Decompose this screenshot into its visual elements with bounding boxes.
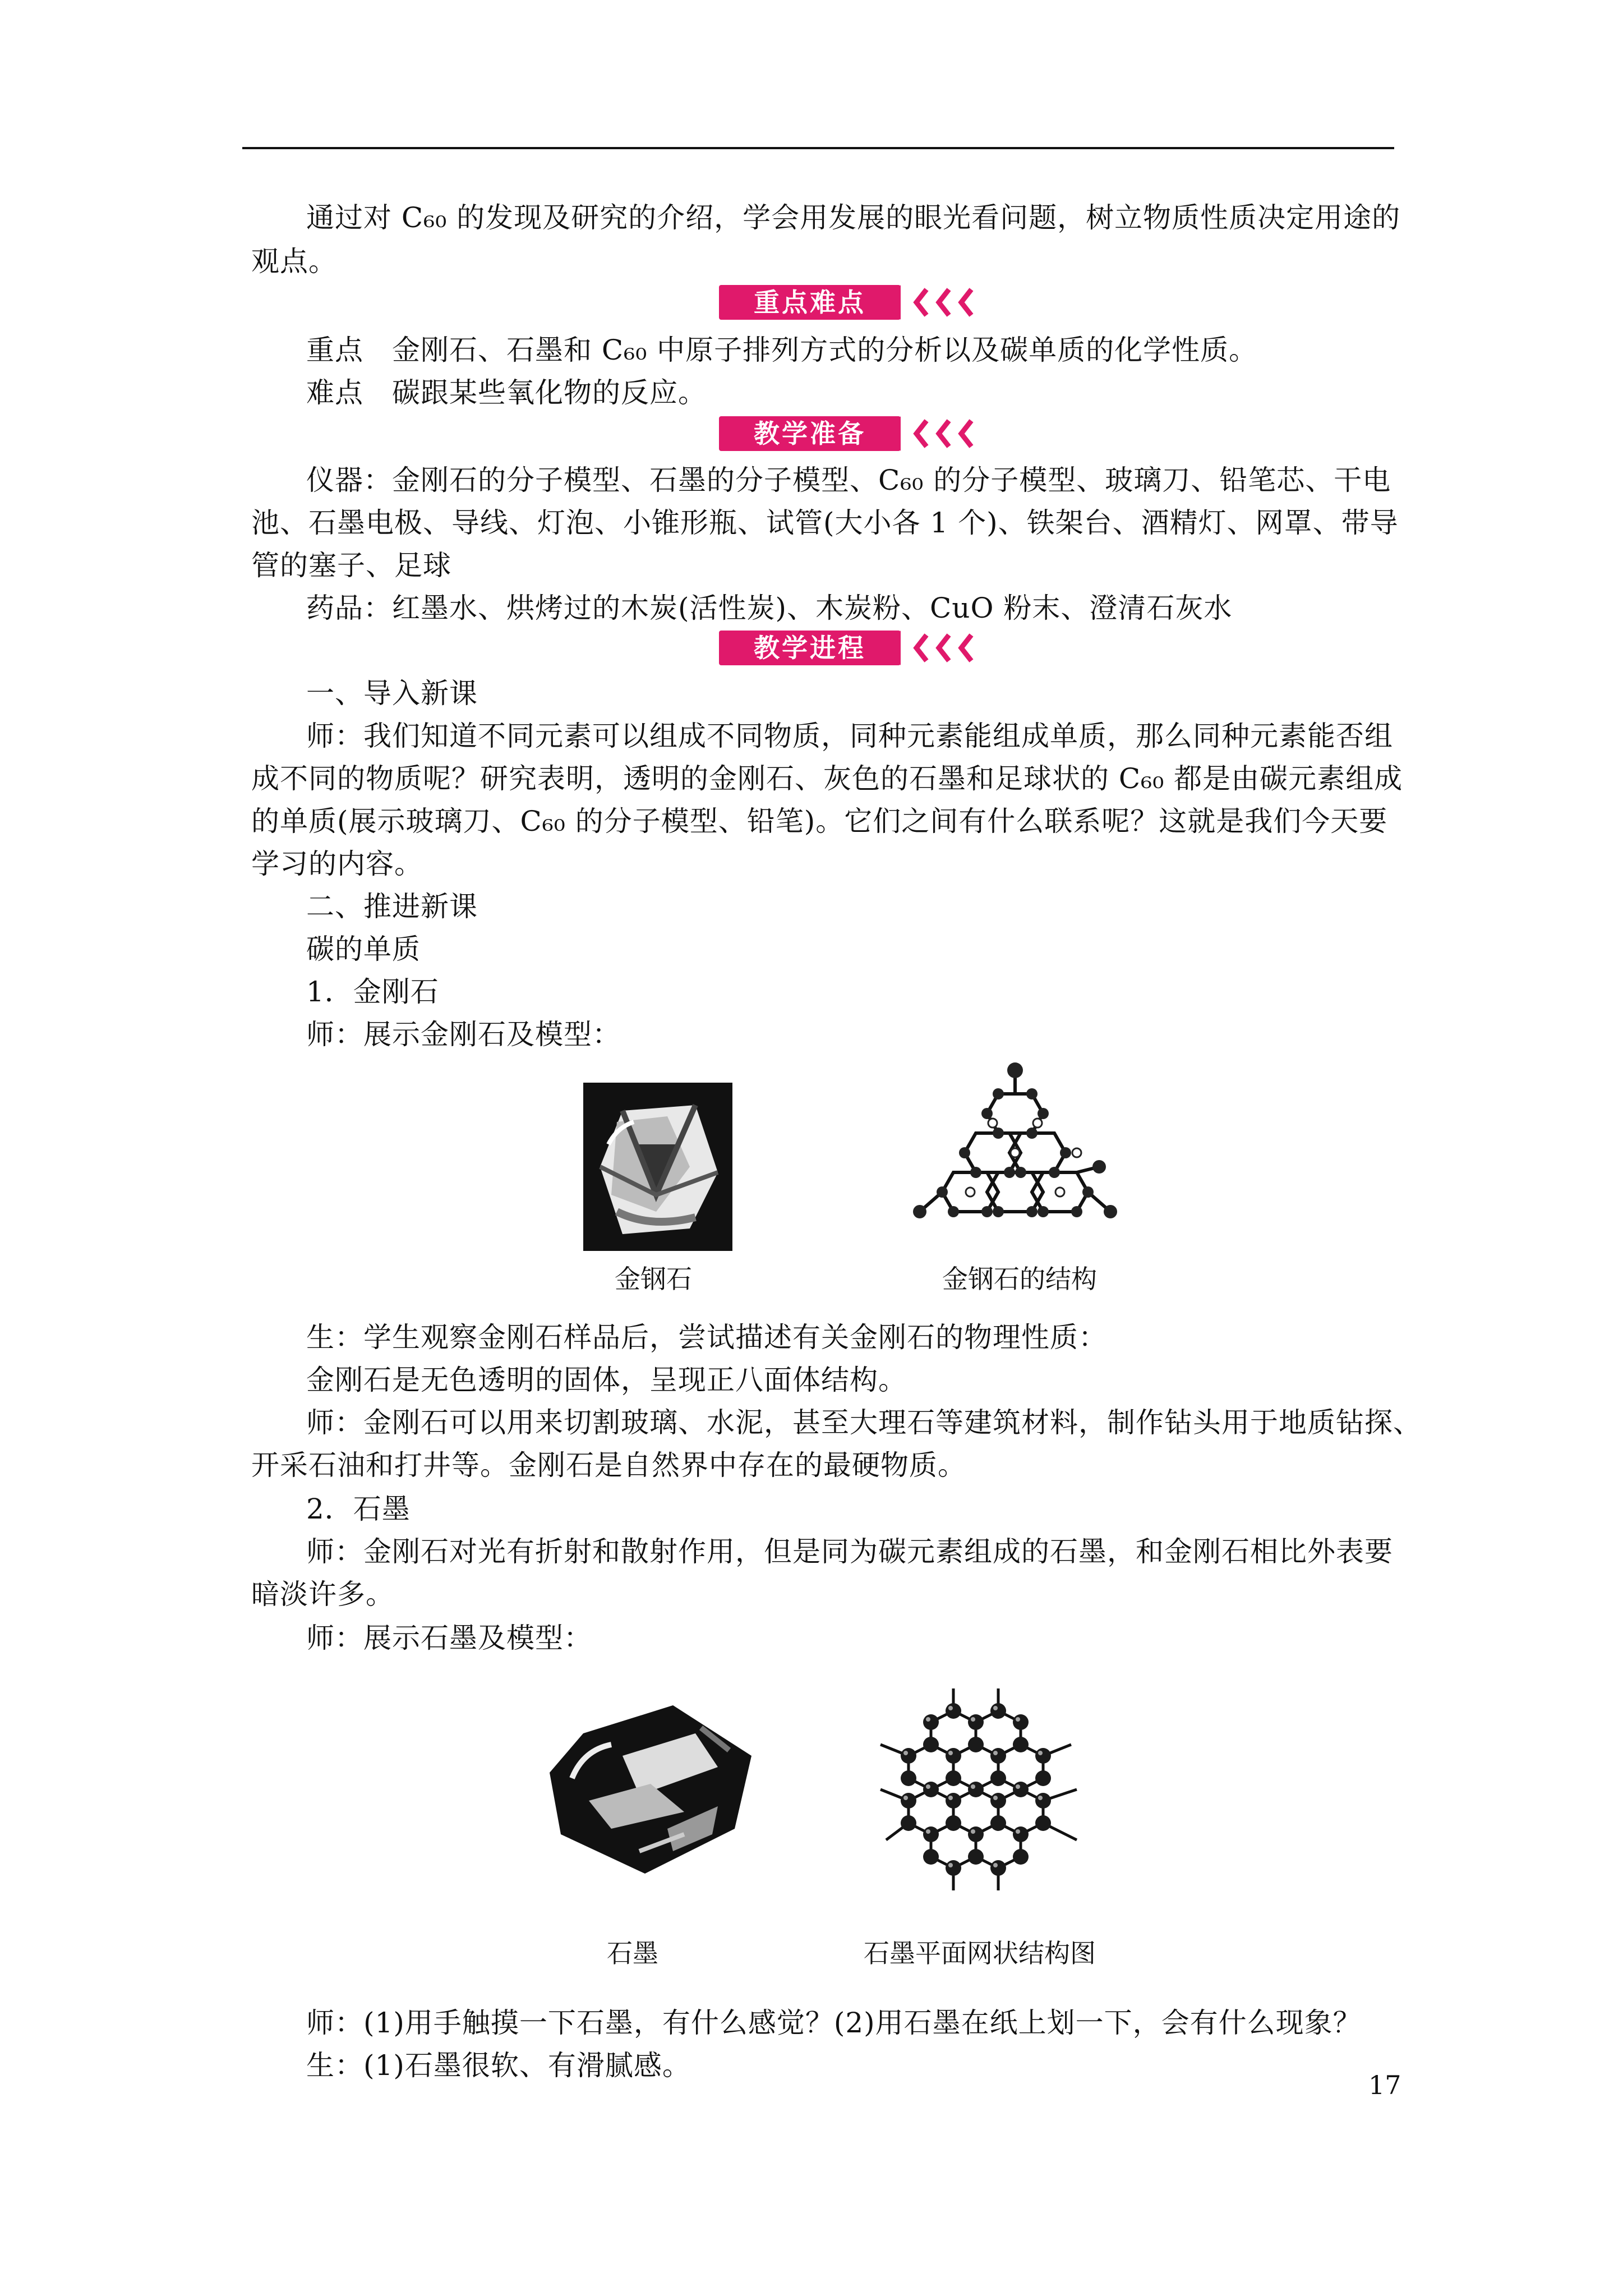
heading-intro-new-lesson: 一、导入新课 <box>306 677 478 710</box>
banner-label: 教学准备 <box>719 416 901 451</box>
paragraph-line: 师：我们知道不同元素可以组成不同物质，同种元素能组成单质，那么同种元素能否组 <box>306 720 1393 752</box>
prep-line-4: 药品：红墨水、烘烤过的木炭(活性炭)、木炭粉、CuO 粉末、澄清石灰水 <box>306 592 1233 624</box>
key-zhongdian: 重点 金刚石、石墨和 C₆₀ 中原子排列方式的分析以及碳单质的化学性质。 <box>306 334 1258 366</box>
intro-line-2: 观点。 <box>251 245 337 278</box>
paragraph-line: 师：(1)用手触摸一下石墨，有什么感觉？(2)用石墨在纸上划一下，会有什么现象？ <box>306 2007 1362 2039</box>
heading-new-lesson: 二、推进新课 <box>306 890 478 923</box>
caption-graphite-structure: 石墨平面网状结构图 <box>864 1938 1096 1968</box>
chevrons-icon <box>882 416 992 451</box>
header-rule <box>242 147 1394 149</box>
paragraph-line: 成不同的物质呢？研究表明，透明的金刚石、灰色的石墨和足球状的 C₆₀ 都是由碳元素组成 <box>251 762 1403 795</box>
prep-line-2: 池、石墨电极、导线、灯泡、小锥形瓶、试管(大小各 1 个)、铁架台、酒精灯、网罩、带导 <box>251 507 1399 539</box>
chevrons-icon <box>882 285 992 320</box>
banner-label: 重点难点 <box>719 285 901 320</box>
paragraph-line: 金刚石是无色透明的固体，呈现正八面体结构。 <box>306 1364 907 1396</box>
paragraph-line: 师：展示金刚石及模型： <box>306 1018 621 1051</box>
caption-graphite: 石墨 <box>607 1938 658 1968</box>
paragraph-line: 师：展示石墨及模型： <box>306 1622 592 1654</box>
prep-line-1: 仪器：金刚石的分子模型、石墨的分子模型、C₆₀ 的分子模型、玻璃刀、铅笔芯、干电 <box>306 464 1391 496</box>
paragraph-line: 开采石油和打井等。金刚石是自然界中存在的最硬物质。 <box>251 1449 966 1481</box>
banner-preparation <box>719 416 992 451</box>
key-nandian: 难点 碳跟某些氧化物的反应。 <box>306 376 707 409</box>
heading-carbon-elements: 碳的单质 <box>306 933 421 965</box>
banner-process <box>719 631 992 665</box>
caption-diamond: 金钢石 <box>615 1264 692 1294</box>
page-number: 17 <box>1368 2070 1401 2100</box>
graphite-photo <box>538 1694 774 1885</box>
caption-diamond-structure: 金钢石的结构 <box>942 1264 1097 1294</box>
paragraph-line: 师：金刚石可以用来切割玻璃、水泥，甚至大理石等建筑材料，制作钻头用于地质钻探、 <box>306 1406 1422 1439</box>
banner-label: 教学进程 <box>719 631 901 665</box>
paragraph-line: 暗淡许多。 <box>251 1578 394 1611</box>
heading-diamond: 1．金刚石 <box>306 976 439 1008</box>
paragraph-line: 的单质(展示玻璃刀、C₆₀ 的分子模型、铅笔)。它们之间有什么联系呢？这就是我们今天要 <box>251 805 1388 838</box>
paragraph-line: 师：金刚石对光有折射和散射作用，但是同为碳元素组成的石墨，和金刚石相比外表要 <box>306 1535 1393 1568</box>
heading-graphite: 2．石墨 <box>306 1493 411 1525</box>
diamond-photo <box>583 1083 732 1251</box>
paragraph-line: 生：学生观察金刚石样品后，尝试描述有关金刚石的物理性质： <box>306 1321 1107 1354</box>
paragraph-line: 学习的内容。 <box>251 848 423 880</box>
intro-line-1: 通过对 C₆₀ 的发现及研究的介绍，学会用发展的眼光看问题，树立物质性质决定用途的 <box>306 201 1401 234</box>
chevrons-icon <box>882 631 992 665</box>
paragraph-line: 生：(1)石墨很软、有滑腻感。 <box>306 2049 691 2082</box>
prep-line-3: 管的塞子、足球 <box>251 549 451 582</box>
diamond-structure-diagram <box>909 1060 1144 1245</box>
graphite-structure-diagram <box>864 1677 1105 1902</box>
banner-key-points <box>719 285 992 320</box>
